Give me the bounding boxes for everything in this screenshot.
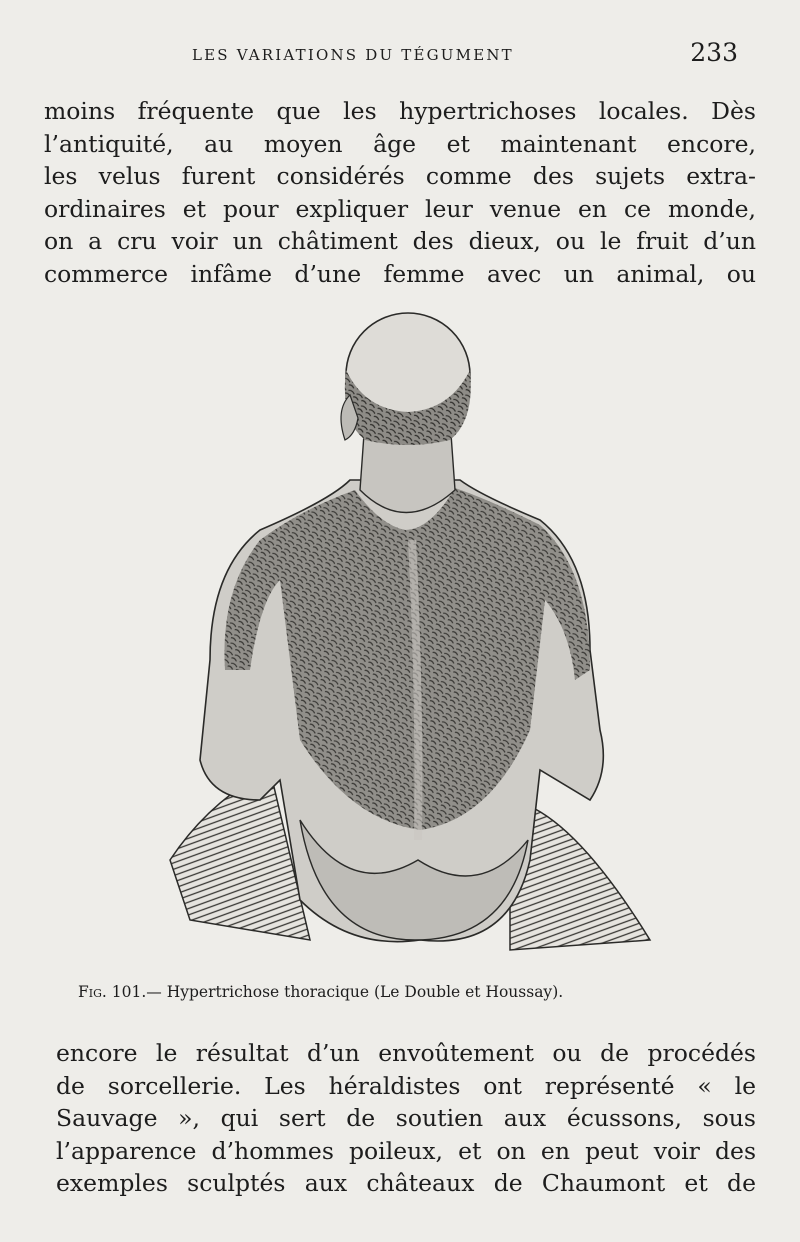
text-line: les velus furent considérés comme des sujets extra- [44, 162, 756, 190]
figure-illustration [150, 300, 670, 965]
caption-label: Fig. 101.— [78, 983, 162, 1001]
paragraph-bottom [56, 1037, 756, 1200]
text-line: Sauvage », qui sert de soutien aux écussons, sous [56, 1104, 756, 1132]
text-line: on a cru voir un châtiment des dieux, ou le fruit d’un [44, 227, 756, 255]
figure-caption [78, 983, 728, 1001]
text-line: ordinaires et pour expliquer leur venue en ce monde, [44, 194, 756, 223]
text-line: moins fréquente que les hypertrichoses locales. Dès [44, 97, 756, 125]
paragraph-top [44, 95, 756, 290]
text-line: exemples sculptés aux châteaux de Chaumont et de [56, 1169, 756, 1197]
running-head [0, 38, 800, 72]
text-line: l’antiquité, au moyen âge et maintenant encore, [44, 129, 756, 158]
text-line: commerce infâme d’une femme avec un animal, ou [44, 259, 756, 288]
page-number: 233 [690, 38, 738, 67]
text-line: l’apparence d’hommes poileux, et on en peut voir des [56, 1136, 756, 1165]
text-line: de sorcellerie. Les héraldistes ont représenté « le [56, 1071, 756, 1100]
caption-text: Hypertrichose thoracique (Le Double et Houssay). [166, 983, 564, 1001]
running-title: LES VARIATIONS DU TÉGUMENT [192, 46, 514, 64]
text-line: encore le résultat d’un envoûtement ou de procédés [56, 1039, 756, 1067]
engraving-hairy-back-illustration [150, 300, 670, 965]
